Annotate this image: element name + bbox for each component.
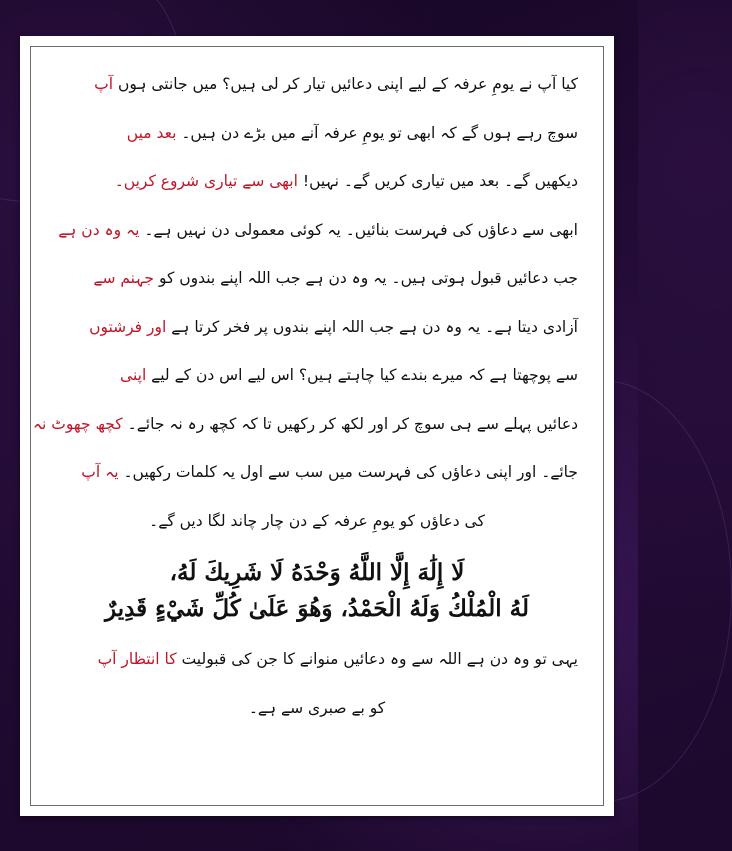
dua-line-1: لَا إِلَٰهَ إِلَّا اللَّهُ وَحْدَهُ لَا شَرِيكَ لَهُ، [169,559,465,586]
paragraph-line: سے پوچھتا ہے کہ میرے بندے کیا چاہتے ہیں؟ اس لیے اس دن کے لیے اپنی [120,366,578,384]
paragraph-line: دیکھیں گے۔ بعد میں تیاری کریں گے۔ نہیں! ابھی سے تیاری شروع کریں۔ [114,172,578,190]
paragraph-line: جائے۔ اور اپنی دعاؤں کی فہرست میں سب سے اول یہ کلمات رکھیں۔ یہ آپ [81,463,578,481]
dua-block [56,545,578,635]
dua-line-2: لَهُ الْمُلْكُ وَلَهُ الْحَمْدُ، وَهُوَ عَلَىٰ كُلِّ شَيْءٍ قَدِيرٌ [105,595,529,622]
paragraph-line: سوچ رہے ہوں گے کہ ابھی تو یومِ عرفہ آنے میں بڑے دن ہیں۔ بعد میں [126,123,578,142]
paragraph-line: جب دعائیں قبول ہوتی ہیں۔ یہ وہ دن ہے جب اللہ اپنے بندوں کو جہنم سے [93,269,578,287]
paragraph-line: آزادی دیتا ہے۔ یہ وہ دن ہے جب اللہ اپنے بندوں پر فخر کرتا ہے اور فرشتوں [89,317,578,336]
closing-line: کو بے صبری سے ہے۔ [248,698,386,717]
article-card [20,36,614,816]
closing-line: یہی تو وہ دن ہے اللہ سے وہ دعائیں منوانے کا جن کی قبولیت کا انتظار آپ [97,650,578,668]
paragraph-line: کی دعاؤں کو یومِ عرفہ کے دن چار چاند لگا دیں گے۔ [149,511,485,530]
article-text [32,60,578,732]
paragraph-line: کیا آپ نے یومِ عرفہ کے لیے اپنی دعائیں تیار کر لی ہیں؟ میں جانتی ہوں آپ [94,75,578,93]
paragraph-line: دعائیں پہلے سے ہی سوچ کر اور لکھ کر رکھیں تا کہ کچھ رہ نہ جائے۔ کچھ چھوٹ نہ [32,414,578,433]
paragraph-line: ابھی سے دعاؤں کی فہرست بنائیں۔ یہ کوئی معمولی دن نہیں ہے۔ یہ وہ دن ہے [58,220,578,239]
